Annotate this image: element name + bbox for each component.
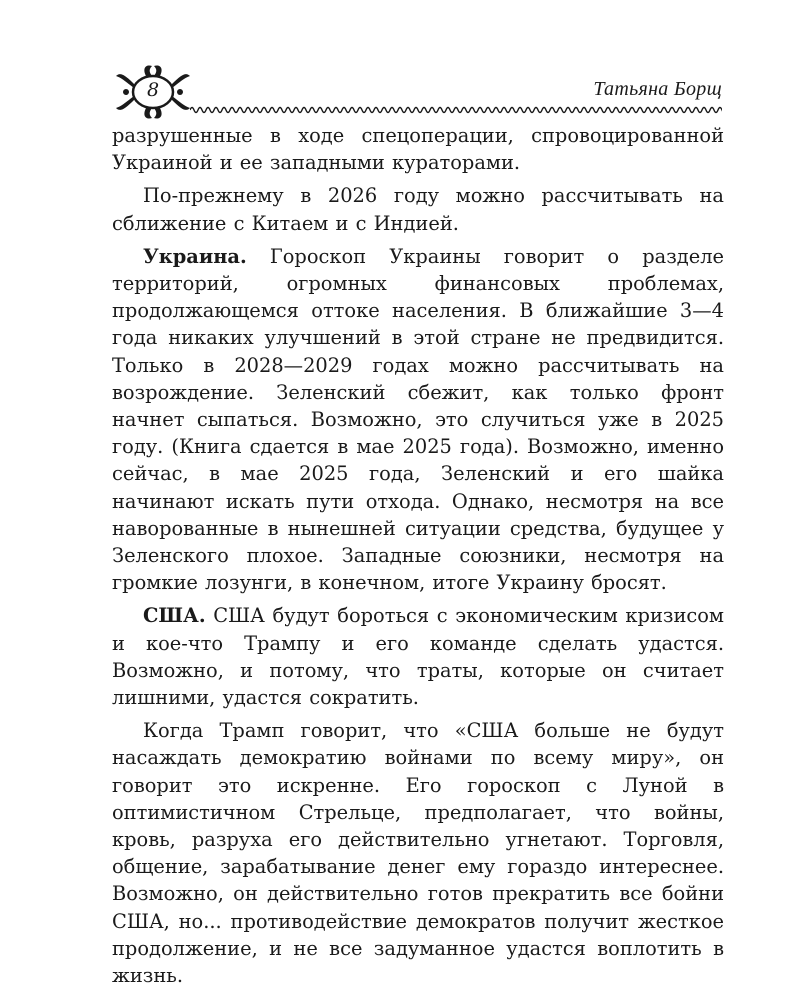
paragraph-text: США будут бороться с экономическим кризисом и кое-что Трампу и его команде сделать удастся. Возможно, и потому, что траты, которые он считает лишними, удастся сократить. (112, 604, 724, 710)
body-text (112, 122, 724, 989)
wavy-rule (190, 104, 722, 116)
paragraph-text: разрушенные в ходе спецоперации, спровоцированной Украиной и ее западными кураторами. (112, 124, 724, 175)
paragraph (112, 122, 724, 176)
page-number: 8 (146, 79, 160, 101)
paragraph (112, 182, 724, 236)
paragraph-text: По-прежнему в 2026 году можно рассчитывать на сближение с Китаем и с Индией. (112, 184, 724, 235)
paragraph-text: Когда Трамп говорит, что «США больше не будут насаждать демократию войнами по всему миру», он говорит это искренне. Его гороскоп с Луной в оптимистичном Стрельце, предполагает, что войны, кровь, разруха его действительно угнетают. Торговля, общение, зарабатывание денег ему гораздо интереснее. Возможно, он действительно готов прекратить все бойни США, но... противодействие демократов получит жесткое продолжение, и не все задуманное удастся воплотить в жизнь. (112, 719, 724, 988)
section-lead: США. (143, 604, 206, 628)
running-header (112, 64, 722, 120)
running-title-author: Татьяна Борщ (593, 78, 722, 100)
paragraph-usa (112, 602, 724, 711)
paragraph (112, 717, 724, 989)
section-lead: Украина. (143, 244, 247, 268)
paragraph-text: Гороскоп Украины говорит о разделе территорий, огромных финансовых проблемах, продолжающемся оттоке населения. В ближайшие 3—4 года никаких улучшений в этой стране не предвидится. Только в 2028—2029 годах можно рассчитывать на возрождение. Зеленский сбежит, как только фронт начнет сыпаться. Возможно, это случиться уже в 2025 году. (Книга сдается в мае 2025 года). Возможно, именно сейчас, в мае 2025 года, Зеленский и его шайка начинают искать пути отхода. Однако, несмотря на все наворованные в нынешней ситуации средства, будущее у Зеленского плохое. Западные союзники, несмотря на громкие лозунги, в конечном, итоге Украину бросят. (112, 244, 724, 595)
paragraph-ukraine (112, 243, 724, 597)
